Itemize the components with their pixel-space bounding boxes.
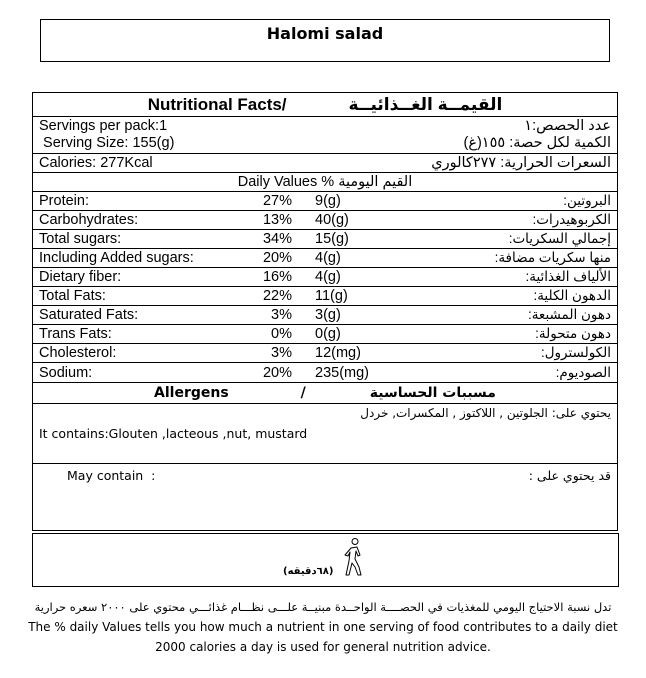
nutrient-label-en: Sodium: [39, 364, 93, 381]
nutrient-row [33, 268, 617, 287]
nutrient-daily-percent: 22% [262, 288, 292, 304]
nutrient-row [33, 211, 617, 230]
nutrient-amount: 12(mg) [315, 345, 361, 361]
nutrient-label-en: Dietary fiber: [39, 269, 122, 285]
nutrient-row [33, 230, 617, 249]
contains-en: It contains:Glouten ,lacteous ,nut, mustard [39, 426, 308, 441]
nutrient-label-en: Protein: [39, 193, 89, 209]
calories-row [33, 154, 617, 173]
nutrient-label-en: Cholesterol: [39, 345, 117, 361]
may-contain-row [33, 464, 617, 530]
serving-size-ar: الكمية لكل حصة: ١٥٥(غ) [463, 135, 611, 151]
nutrient-row [33, 192, 617, 211]
calories-en: Calories: 277Kcal [39, 155, 153, 171]
product-title: Halomi salad [266, 24, 384, 43]
activity-duration-label: (٦٨دقيقه) [283, 566, 334, 577]
nutrient-label-en: Total Fats: [39, 288, 106, 304]
nutrient-amount: 40(g) [315, 212, 349, 228]
nutrient-amount: 3(g) [315, 307, 341, 323]
nutrient-daily-percent: 0% [271, 326, 292, 342]
nutrient-label-ar: إجمالي السكريات: [508, 231, 611, 246]
nutrient-daily-percent: 34% [262, 231, 292, 247]
nutrient-amount: 9(g) [315, 193, 341, 209]
nutrient-label-ar: الدهون الكلية: [533, 288, 611, 303]
nutrient-label-en: Trans Fats: [39, 326, 112, 342]
nutrient-label-ar: الكولسترول: [540, 345, 611, 360]
nutrient-daily-percent: 3% [271, 345, 292, 361]
nutrient-label-en: Carbohydrates: [39, 212, 139, 228]
nutrient-label-ar: الكربوهيدرات: [532, 212, 611, 227]
nutrient-daily-percent: 13% [262, 212, 292, 228]
servings-per-pack-en: Servings per pack:1 [39, 118, 168, 134]
nutrient-amount: 4(g) [315, 250, 341, 266]
nutrient-row [33, 306, 617, 325]
nutrient-daily-percent: 20% [262, 250, 292, 266]
allergens-heading-slash: / [300, 385, 306, 401]
nutrient-label-ar: دهون المشبعة: [527, 307, 611, 322]
nutrition-heading-en: Nutritional Facts/ [147, 94, 287, 114]
walking-person-icon [341, 537, 365, 582]
nutrition-heading-row [33, 93, 617, 117]
nutrient-label-ar: الصوديوم: [555, 364, 611, 380]
contains-row [33, 404, 617, 464]
daily-values-label: Daily Values % القيم اليومية [237, 174, 413, 190]
contains-ar: يحتوي على: الجلوتين , اللاكتوز , المكسرات, خردل [360, 406, 611, 420]
nutrient-daily-percent: 3% [271, 307, 292, 323]
nutrient-label-ar: الألياف الغذائية: [525, 269, 611, 284]
nutrient-daily-percent: 16% [262, 269, 292, 285]
footer-note-en-1: The % daily Values tells you how much a nutrient in one serving of food contributes to a daily diet [28, 620, 618, 634]
allergens-heading-ar: مسببات الحساسية [369, 385, 496, 401]
product-title-box [40, 19, 610, 62]
nutrition-heading-ar: القيمــة الغــذائيــة [348, 94, 503, 114]
footer-note-en-2: 2000 calories a day is used for general nutrition advice. [155, 640, 491, 654]
serving-size-en: Serving Size: 155(g) [39, 135, 175, 151]
nutrient-amount: 15(g) [315, 231, 349, 247]
nutrient-row [33, 249, 617, 268]
footer-note-ar: تدل نسبة الاحتياج اليومي للمغذيات في الحصــــة الواحــدة مبنيــة علـــى نظـــام غذائـــي محتوي على ٢٠٠٠ سعره حرارية [34, 600, 612, 614]
nutrient-row [33, 325, 617, 344]
calories-ar: السعرات الحرارية: ٢٧٧كالوري [431, 155, 611, 171]
servings-row [33, 117, 617, 154]
nutrition-facts-table [32, 92, 618, 531]
servings-per-pack-ar: عدد الحصص:١ [524, 118, 611, 134]
allergens-heading-row [33, 382, 617, 404]
daily-values-row [33, 173, 617, 192]
may-contain-ar: قد يحتوي على : [528, 468, 611, 483]
allergens-heading-en: Allergens [154, 385, 229, 401]
nutrient-amount: 4(g) [315, 269, 341, 285]
activity-box [32, 533, 619, 587]
nutrient-label-en: Total sugars: [39, 231, 122, 247]
nutrient-label-en: Saturated Fats: [39, 307, 139, 323]
nutrient-row [33, 363, 617, 382]
nutrient-label-ar: البروتين: [563, 193, 611, 208]
nutrient-label-ar: دهون متحولة: [535, 326, 611, 341]
nutrient-label-en: Including Added sugars: [39, 250, 194, 266]
nutrient-amount: 0(g) [315, 326, 341, 342]
nutrient-label-ar: منها سكريات مضافة: [494, 250, 611, 265]
may-contain-en: May contain : [67, 468, 156, 483]
nutrient-amount: 235(mg) [315, 364, 369, 381]
footer-note [0, 600, 646, 657]
nutrient-row [33, 287, 617, 306]
nutrient-amount: 11(g) [315, 288, 348, 304]
nutrient-row [33, 344, 617, 363]
nutrient-daily-percent: 27% [262, 193, 292, 209]
nutrient-daily-percent: 20% [262, 364, 292, 381]
